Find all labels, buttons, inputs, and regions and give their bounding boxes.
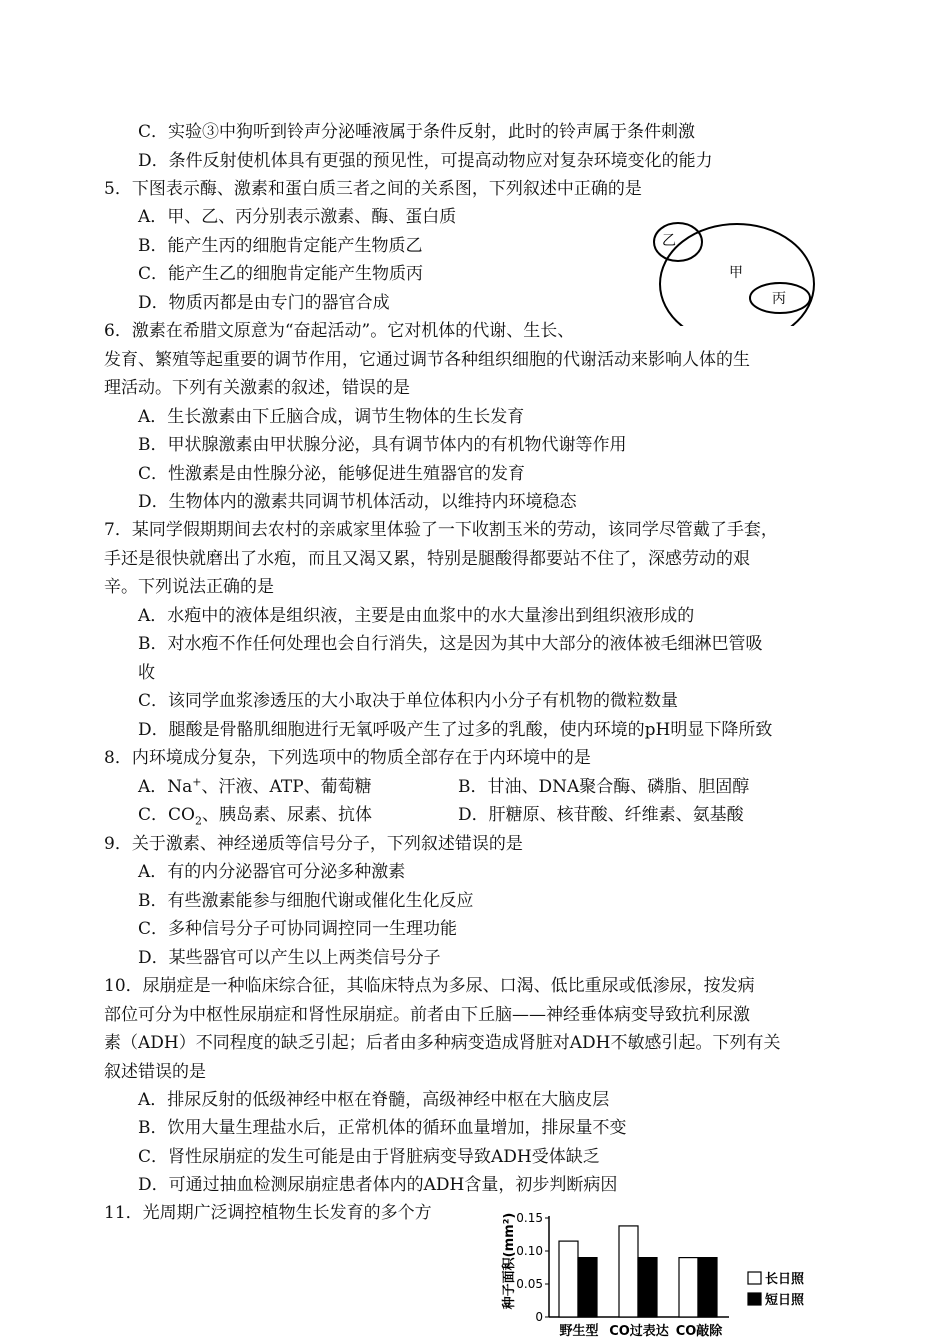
q7-option-c: C．该同学血浆渗透压的大小取决于单位体积内小分子有机物的微粒数量 bbox=[138, 691, 679, 711]
q6-option-a: A．生长激素由下丘脑合成，调节生物体的生长发育 bbox=[138, 407, 525, 427]
q9-option-a: A．有的内分泌器官可分泌多种激素 bbox=[138, 862, 406, 882]
q5-option-b: B．能产生丙的细胞肯定能产生物质乙 bbox=[138, 236, 423, 256]
q5-option-d: D．物质丙都是由专门的器官合成 bbox=[138, 293, 390, 313]
q8-option-a: A．Na+、汗液、ATP、葡萄糖 bbox=[138, 775, 372, 797]
q10-option-c: C．肾性尿崩症的发生可能是由于肾脏病变导致ADH受体缺乏 bbox=[138, 1147, 600, 1167]
q9-option-c: C．多种信号分子可协同调控同一生理功能 bbox=[138, 919, 458, 939]
venn-label-jia: 甲 bbox=[729, 265, 743, 281]
q7-option-a: A．水疱中的液体是组织液，主要是由血浆中的水大量渗出到组织液形成的 bbox=[138, 606, 695, 626]
bar bbox=[698, 1258, 717, 1317]
q10-option-b: B．饮用大量生理盐水后，正常机体的循环血量增加，排尿量不变 bbox=[138, 1118, 627, 1138]
q5-option-c: C．能产生乙的细胞肯定能产生物质丙 bbox=[138, 264, 424, 284]
q9-stem: 9．关于激素、神经递质等信号分子，下列叙述错误的是 bbox=[104, 834, 523, 854]
q10-stem-line1: 10．尿崩症是一种临床综合征，其临床特点为多尿、口渴、低比重尿或低渗尿，按发病 bbox=[104, 976, 755, 996]
q8-option-b: B．甘油、DNA聚合酶、磷脂、胆固醇 bbox=[458, 777, 750, 797]
q10-option-d: D．可通过抽血检测尿崩症患者体内的ADH含量，初步判断病因 bbox=[138, 1175, 618, 1195]
bar bbox=[559, 1241, 578, 1317]
q6-option-c: C．性激素是由性腺分泌，能够促进生殖器官的发育 bbox=[138, 464, 526, 484]
q6-stem-line2: 发育、繁殖等起重要的调节作用，它通过调节各种组织细胞的代谢活动来影响人体的生 bbox=[104, 350, 750, 370]
q7-stem-line2: 手还是很快就磨出了水疱，而且又渴又累，特别是腿酸得都要站不住了，深感劳动的艰 bbox=[104, 549, 750, 569]
q9-option-d: D．某些器官可以产生以上两类信号分子 bbox=[138, 948, 441, 968]
bar bbox=[638, 1258, 657, 1317]
bar bbox=[679, 1258, 698, 1317]
seed-area-bar-chart bbox=[494, 1204, 834, 1340]
legend-label: 长日照 bbox=[765, 1272, 805, 1287]
q10-stem-line3: 素（ADH）不同程度的缺乏引起；后者由多种病变造成肾脏对ADH不敏感引起。下列有关 bbox=[104, 1033, 781, 1053]
q5-stem: 5．下图表示酶、激素和蛋白质三者之间的关系图，下列叙述中正确的是 bbox=[104, 179, 642, 199]
q7-stem-line3: 辛。下列说法正确的是 bbox=[104, 577, 274, 597]
q4-option-c: C．实验③中狗听到铃声分泌唾液属于条件反射，此时的铃声属于条件刺激 bbox=[138, 122, 696, 142]
q10-stem-line2: 部位可分为中枢性尿崩症和肾性尿崩症。前者由下丘脑——神经垂体病变导致抗利尿激 bbox=[104, 1005, 750, 1025]
q7-option-b: B．对水疱不作任何处理也会自行消失，这是因为其中大部分的液体被毛细淋巴管吸 bbox=[138, 634, 763, 654]
q11-stem: 11．光周期广泛调控植物生长发育的多个方 bbox=[104, 1203, 432, 1223]
y-tick-label: 0.15 bbox=[516, 1211, 543, 1225]
q8-stem: 8．内环境成分复杂，下列选项中的物质全部存在于内环境中的是 bbox=[104, 748, 591, 768]
q9-option-b: B．有些激素能参与细胞代谢或催化生化反应 bbox=[138, 891, 474, 911]
legend-swatch bbox=[748, 1272, 761, 1284]
x-category-label: 野生型 bbox=[559, 1324, 599, 1339]
venn-label-bing: 丙 bbox=[772, 291, 786, 307]
y-tick-label: 0.10 bbox=[516, 1244, 543, 1258]
y-axis-label: 种子面积(mm²) bbox=[502, 1212, 517, 1310]
q7-stem-line1: 7．某同学假期期间去农村的亲戚家里体验了一下收割玉米的劳动，该同学尽管戴了手套， bbox=[104, 520, 778, 540]
y-tick-label: 0.05 bbox=[516, 1277, 543, 1291]
q6-stem-line3: 理活动。下列有关激素的叙述，错误的是 bbox=[104, 378, 410, 398]
q6-option-b: B．甲状腺激素由甲状腺分泌，具有调节体内的有机物代谢等作用 bbox=[138, 435, 627, 455]
venn-label-yi: 乙 bbox=[662, 233, 676, 249]
bar bbox=[578, 1258, 597, 1317]
q10-option-a: A．排尿反射的低级神经中枢在脊髓，高级神经中枢在大脑皮层 bbox=[138, 1090, 610, 1110]
venn-diagram bbox=[645, 214, 830, 326]
bar bbox=[619, 1226, 638, 1317]
legend-label: 短日照 bbox=[765, 1293, 805, 1308]
q6-option-d: D．生物体内的激素共同调节机体活动，以维持内环境稳态 bbox=[138, 492, 577, 512]
x-category-label: CO过表达 bbox=[609, 1324, 669, 1339]
q10-stem-line4: 叙述错误的是 bbox=[104, 1062, 206, 1082]
q6-stem-line1: 6．激素在希腊文原意为“奋起活动”。它对机体的代谢、生长、 bbox=[104, 321, 575, 341]
q5-option-a: A．甲、乙、丙分别表示激素、酶、蛋白质 bbox=[138, 207, 457, 227]
q4-option-d: D．条件反射使机体具有更强的预见性，可提高动物应对复杂环境变化的能力 bbox=[138, 151, 713, 171]
x-category-label: CO敲除 bbox=[675, 1324, 723, 1339]
q7-option-b-cont: 收 bbox=[138, 663, 155, 683]
q7-option-d: D．腿酸是骨骼肌细胞进行无氧呼吸产生了过多的乳酸，使内环境的pH明显下降所致 bbox=[138, 720, 773, 740]
legend-swatch bbox=[748, 1293, 761, 1305]
q8-option-c: C．$CO_2$、胰岛素、尿素、抗体 bbox=[138, 805, 372, 828]
y-tick-label: 0 bbox=[535, 1310, 543, 1324]
q8-option-d: D．肝糖原、核苷酸、纤维素、氨基酸 bbox=[458, 805, 744, 825]
